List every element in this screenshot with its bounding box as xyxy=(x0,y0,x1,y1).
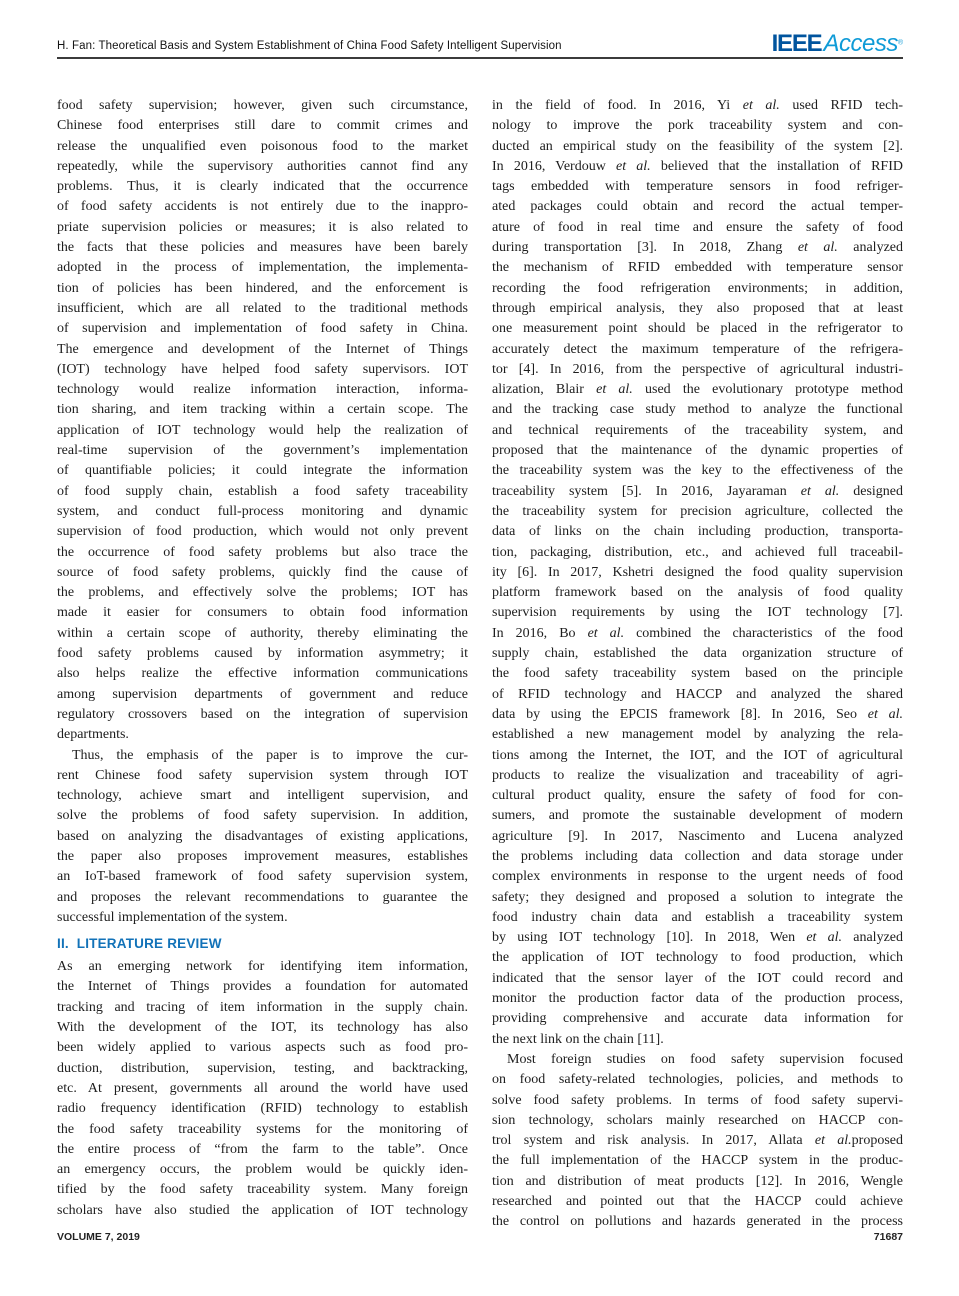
text-line: recording the food refrigeration environments; in addition, xyxy=(492,280,903,296)
text-line: of supervision and implementation of food safety in China. xyxy=(57,321,468,337)
section-heading: II. LITERATURE REVIEW xyxy=(57,936,222,952)
text-line: repeatedly, while the supervisory authorities cannot find any xyxy=(57,158,468,174)
text-line: duction, distribution, supervision, testing, and backtracking, xyxy=(57,1060,468,1076)
text-line: providing comprehensive and accurate data information for xyxy=(492,1011,903,1027)
text-line: With the development of the IOT, its technology has also xyxy=(57,1020,468,1036)
text-line: indicated that the sensor layer of the IOT could record and xyxy=(492,970,903,986)
text-line: and proposes the relevant recommendations to guarantee the xyxy=(57,889,468,905)
text-line: sumers, and promote the sustainable development of modern xyxy=(492,808,903,824)
access-logo-text: Access xyxy=(823,30,898,57)
page-footer xyxy=(57,1231,903,1243)
text-line: food industry chain data and establish a traceability system xyxy=(492,909,903,925)
text-line: of RFID technology and HACCP and analyzed the shared xyxy=(492,686,903,702)
text-line: the occurrence of food safety problems but also trace the xyxy=(57,544,468,560)
text-line: source of food safety problems, quickly find the cause of xyxy=(57,564,468,580)
text-line: traceability system [5]. In 2016, Jayaraman et al. designed xyxy=(492,483,903,499)
text-line: adopted in the process of implementation, the implementa- xyxy=(57,260,468,276)
paragraph xyxy=(57,96,468,746)
text-line: radio frequency identification (RFID) technology to establish xyxy=(57,1101,468,1117)
text-line: data of links on the chain including production, transporta- xyxy=(492,524,903,540)
text-line: supply chain, established the data organization structure of xyxy=(492,646,903,662)
text-line: among supervision departments of government and reduce xyxy=(57,686,468,702)
text-line: proposed that the maintenance of the dynamic properties of xyxy=(492,443,903,459)
text-line: ity [6]. In 2017, Kshetri designed the food quality supervision xyxy=(492,564,903,580)
text-line: platform framework based on the analysis of food quality xyxy=(492,585,903,601)
text-line: nology to improve the pork traceability system and con- xyxy=(492,118,903,134)
paragraph xyxy=(57,746,468,929)
header-rule xyxy=(57,57,903,59)
text-line: The emergence and development of the Internet of Things xyxy=(57,341,468,357)
text-line: the food safety traceability system based on the principle xyxy=(492,666,903,682)
text-line: real-time supervision of the government’s implementation xyxy=(57,443,468,459)
text-line: solve the problems of food safety supervision. In addition, xyxy=(57,808,468,824)
text-line: regulatory crossovers based on the integration of supervision xyxy=(57,706,468,722)
text-line: release the unqualified even poisonous food to the market xyxy=(57,138,468,154)
text-line: tion of policies has been hindered, and the enforcement is xyxy=(57,280,468,296)
text-line: ature of food in real time and ensure the safety of food xyxy=(492,219,903,235)
text-line: supervision of food production, which would not only prevent xyxy=(57,524,468,540)
text-line: by using IOT technology [10]. In 2018, Wen et al. analyzed xyxy=(492,930,903,946)
text-line: the traceability system for precision agriculture, collected the xyxy=(492,503,903,519)
volume-info: VOLUME 7, 2019 xyxy=(57,1231,140,1243)
text-line: priate supervision policies or measures; it is also related to xyxy=(57,219,468,235)
text-line: tracking and tracing of item information in the supply chain. xyxy=(57,999,468,1015)
text-line: one measurement point should be placed in the refrigerator to xyxy=(492,321,903,337)
left-column xyxy=(57,96,468,1233)
text-line: alization, Blair et al. used the evolutionary prototype method xyxy=(492,382,903,398)
text-line: an emergency occurs, the problem would be quickly iden- xyxy=(57,1162,468,1178)
text-line: agriculture [9]. In 2017, Nascimento and Lucena analyzed xyxy=(492,828,903,844)
text-line: data by using the EPCIS framework [8]. In 2016, Seo et al. xyxy=(492,706,903,722)
text-line: the problems, and effectively solve the problems; IOT has xyxy=(57,585,468,601)
text-line: the entire process of “from the farm to the table”. Once xyxy=(57,1141,468,1157)
text-line: Chinese food enterprises still dare to commit crimes and xyxy=(57,118,468,134)
text-line: of food safety accidents is not entirely due to the inappro- xyxy=(57,199,468,215)
text-line: in the field of food. In 2016, Yi et al. used RFID tech- xyxy=(492,98,903,113)
text-line: the paper also proposes improvement measures, establishes xyxy=(57,848,468,864)
text-line: tor [4]. In 2016, from the perspective of agricultural industri- xyxy=(492,361,903,377)
text-line: As an emerging network for identifying item information, xyxy=(57,959,468,975)
text-line: an IoT-based framework of food safety supervision system, xyxy=(57,869,468,885)
text-line: the next link on the chain [11]. xyxy=(492,1031,664,1047)
running-title: H. Fan: Theoretical Basis and System Establishment of China Food Safety Intelligent Supervision xyxy=(57,40,562,52)
text-line: tion sharing, and item tracking within a certain scope. The xyxy=(57,402,468,418)
text-line: (IOT) technology have helped food safety supervisors. IOT xyxy=(57,361,468,377)
text-line: the Internet of Things provides a foundation for automated xyxy=(57,979,468,995)
text-line: monitor the production factor data of the production process, xyxy=(492,991,903,1007)
text-line: In 2016, Verdouw et al. believed that the installation of RFID xyxy=(492,158,903,174)
text-line: supervision requirements by using the IOT technology [7]. xyxy=(492,605,903,621)
text-line: etc. At present, governments all around the world have used xyxy=(57,1080,468,1096)
text-line: products to realize the visualization and traceability of agri- xyxy=(492,767,903,783)
text-line: through empirical analysis, they also proposed that at least xyxy=(492,300,903,316)
paragraph xyxy=(57,957,468,1221)
text-line: tags embedded with temperature sensors in food refriger- xyxy=(492,179,903,195)
text-line: of food supply chain, establish a food safety traceability xyxy=(57,483,468,499)
text-line: tified by the food safety traceability system. Many foreign xyxy=(57,1182,468,1198)
text-line: departments. xyxy=(57,727,129,743)
text-line: technology, achieve smart and intelligent supervision, and xyxy=(57,788,468,804)
ieee-access-logo xyxy=(772,32,903,58)
paragraph xyxy=(492,1050,903,1233)
text-line: the problems including data collection and data storage under xyxy=(492,848,903,864)
text-line: successful implementation of the system. xyxy=(57,909,288,925)
article-body xyxy=(57,96,903,1233)
text-line: insufficient, which are all related to the traditional methods xyxy=(57,300,468,316)
text-line: In 2016, Bo et al. combined the characteristics of the food xyxy=(492,625,903,641)
text-line: tions among the Internet, the IOT, and the IOT of agricultural xyxy=(492,747,903,763)
text-line: cultural product quality, ensure the safety of food for con- xyxy=(492,788,903,804)
right-column xyxy=(492,96,903,1233)
text-line: application of IOT technology would help the realization of xyxy=(57,422,468,438)
text-line: food safety problems caused by information asymmetry; it xyxy=(57,646,468,662)
text-line: rent Chinese food safety supervision system through IOT xyxy=(57,767,468,783)
text-line: scholars have also studied the application of IOT technology xyxy=(57,1202,468,1218)
text-line: the mechanism of RFID embedded with temperature sensor xyxy=(492,260,903,276)
text-line: and technical requirements of the traceability system, and xyxy=(492,422,903,438)
text-line: tion and distribution of meat products [12]. In 2016, Wengle xyxy=(492,1173,903,1189)
text-line: system, and conduct full-process monitoring and dynamic xyxy=(57,503,468,519)
text-line: the full implementation of the HACCP system in the produc- xyxy=(492,1153,903,1169)
text-line: of quantifiable policies; it could integrate the information xyxy=(57,463,468,479)
text-line: the control on pollutions and hazards generated in the process xyxy=(492,1214,903,1230)
page-header xyxy=(57,18,903,58)
text-line: Most foreign studies on food safety supervision focused xyxy=(507,1051,903,1067)
text-line: on food safety-related technologies, policies, and methods to xyxy=(492,1072,903,1088)
text-line: the food safety traceability systems for the monitoring of xyxy=(57,1121,468,1137)
text-line: solve food safety problems. In terms of food safety supervi- xyxy=(492,1092,903,1108)
paragraph xyxy=(492,96,903,1050)
text-line: researched and pointed out that the HACCP could achieve xyxy=(492,1194,903,1210)
page-number: 71687 xyxy=(873,1231,903,1243)
text-line: been widely applied to various aspects such as food pro- xyxy=(57,1040,468,1056)
text-line: based on analyzing the disadvantages of existing applications, xyxy=(57,828,468,844)
text-line: trol system and risk analysis. In 2017, Allata et al.proposed xyxy=(492,1133,903,1149)
text-line: complex environments in response to the urgent needs of food xyxy=(492,869,903,885)
text-line: the traceability system was the key to the effectiveness of the xyxy=(492,463,903,479)
text-line: and the tracking case study method to analyze the functional xyxy=(492,402,903,418)
text-line: during transportation [3]. In 2018, Zhang et al. analyzed xyxy=(492,240,903,256)
text-line: the application of IOT technology to food production, which xyxy=(492,950,903,966)
registered-mark-icon: ® xyxy=(897,39,903,47)
text-line: tion, packaging, distribution, etc., and achieved full traceabil- xyxy=(492,544,903,560)
text-line: Thus, the emphasis of the paper is to improve the cur- xyxy=(72,747,468,763)
text-line: made it easier for consumers to obtain food information xyxy=(57,605,468,621)
text-line: ated packages could obtain and record the actual temper- xyxy=(492,199,903,215)
text-line: within a certain scope of authority, thereby eliminating the xyxy=(57,625,468,641)
text-line: established a new management model by analyzing the rela- xyxy=(492,727,903,743)
ieee-logo-text: IEEE xyxy=(771,30,822,57)
text-line: technology would realize information interaction, informa- xyxy=(57,382,468,398)
text-line: sion technology, scholars mainly researched on HACCP con- xyxy=(492,1112,903,1128)
text-line: food safety supervision; however, given such circumstance, xyxy=(57,98,468,113)
text-line: ducted an empirical study on the feasibility of the system [2]. xyxy=(492,138,903,154)
text-line: the facts that these policies and measures have been barely xyxy=(57,240,468,256)
text-line: accurately detect the maximum temperature of the refrigera- xyxy=(492,341,903,357)
text-line: problems. Thus, it is clearly indicated that the occurrence xyxy=(57,179,468,195)
text-line: also helps realize the effective information communications xyxy=(57,666,468,682)
text-line: safety; they designed and proposed a solution to integrate the xyxy=(492,889,903,905)
